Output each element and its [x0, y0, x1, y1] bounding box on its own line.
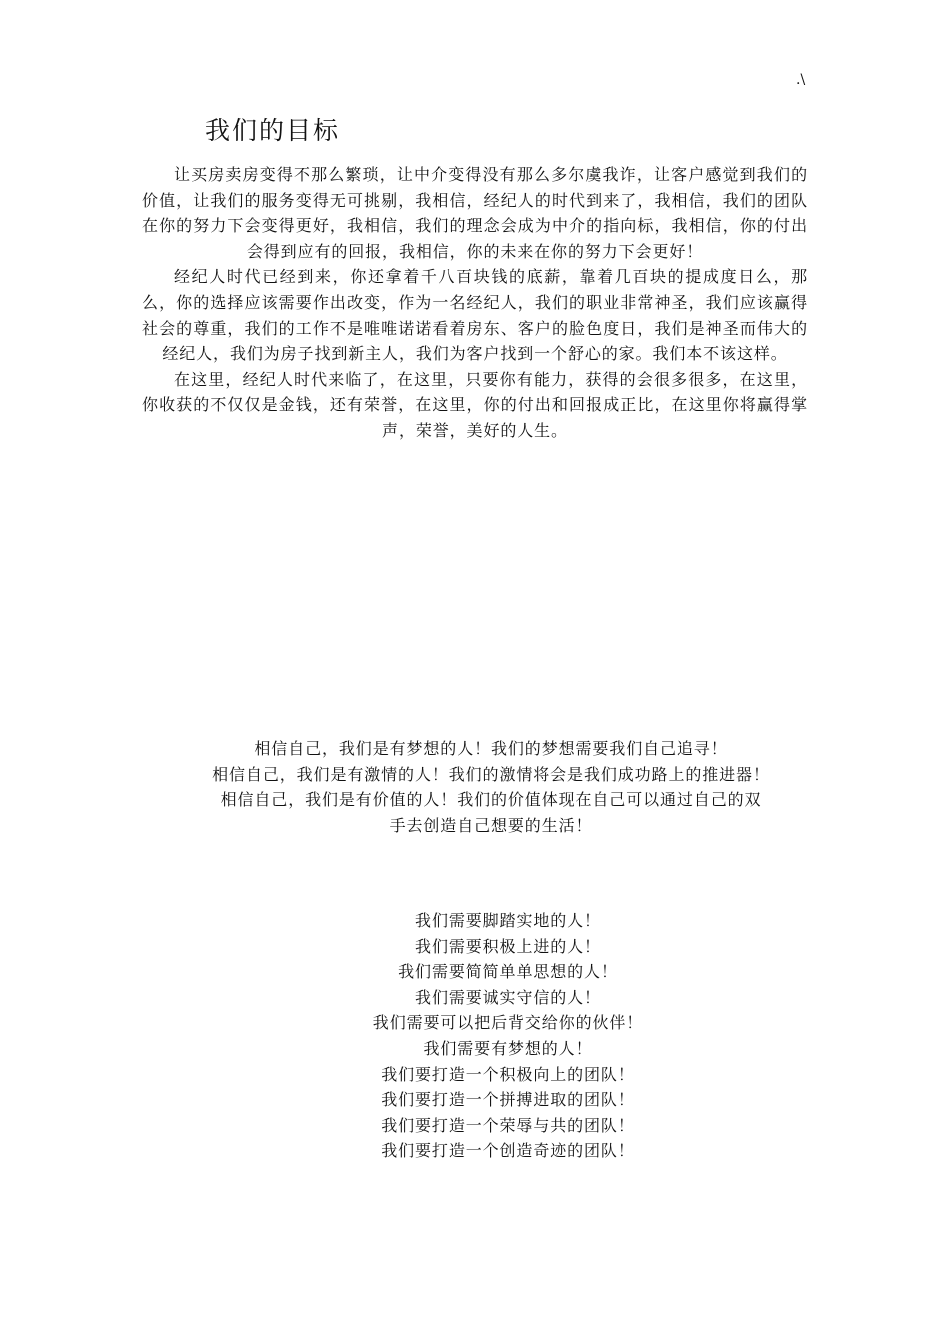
intro-paragraph-3: 在这里，经纪人时代来临了，在这里，只要你有能力，获得的会很多很多，在这里，你收获的不仅仅是金钱，还有荣誉，在这里，你的付出和回报成正比，在这里你将赢得掌声，荣誉，美好的人生。: [142, 369, 808, 440]
need-line-3: 我们需要简简单单思想的人！: [398, 962, 618, 982]
page-title: 我们的目标: [205, 116, 341, 145]
corner-mark: .\: [796, 72, 806, 88]
needs-section: [290, 908, 726, 1164]
belief-line-4: 手去创造自己想要的生活！: [389, 815, 593, 835]
need-line-1: 我们需要脚踏实地的人！: [415, 911, 601, 930]
need-line-2: 我们需要积极上进的人！: [415, 936, 601, 956]
need-line-4: 我们需要诚实守信的人！: [415, 987, 601, 1007]
intro-paragraph-2: 经纪人时代已经到来，你还拿着千八百块钱的底薪，靠着几百块的提成度日么，那么，你的选择应该需要作出改变，作为一名经纪人，我们的职业非常神圣，我们应该赢得社会的尊重，我们的工作不是唯唯诺诺看着房东、客户的脸色度日，我们是神圣而伟大的经纪人，我们为房子找到新主人，我们为客户找到一个舒心的家。我们本不该这样。: [142, 267, 808, 364]
belief-line-1: 相信自己，我们是有梦想的人！我们的梦想需要我们自己追寻！: [254, 739, 728, 758]
belief-line-2: 相信自己，我们是有激情的人！我们的激情将会是我们成功路上的推进器！: [212, 764, 770, 784]
need-line-7: 我们要打造一个积极向上的团队！: [381, 1064, 635, 1084]
need-line-6: 我们需要有梦想的人！: [423, 1038, 593, 1058]
need-line-10: 我们要打造一个创造奇迹的团队！: [381, 1141, 635, 1161]
need-line-5: 我们需要可以把后背交给你的伙伴！: [372, 1013, 644, 1033]
need-line-9: 我们要打造一个荣辱与共的团队！: [381, 1115, 635, 1135]
belief-section: [175, 736, 807, 838]
belief-line-3: 相信自己，我们是有价值的人！我们的价值体现在自己可以通过自己的双: [220, 790, 762, 810]
intro-paragraph-1: 让买房卖房变得不那么繁琐，让中介变得没有那么多尔虞我诈，让客户感觉到我们的价值，让我们的服务变得无可挑剔，我相信，经纪人的时代到来了，我相信，我们的团队在你的努力下会变得更好，我相信，我们的理念会成为中介的指向标，我相信，你的付出会得到应有的回报，我相信，你的未来在你的努力下会更好！: [142, 165, 808, 261]
need-line-8: 我们要打造一个拼搏进取的团队！: [381, 1090, 635, 1110]
intro-section: [142, 162, 808, 444]
